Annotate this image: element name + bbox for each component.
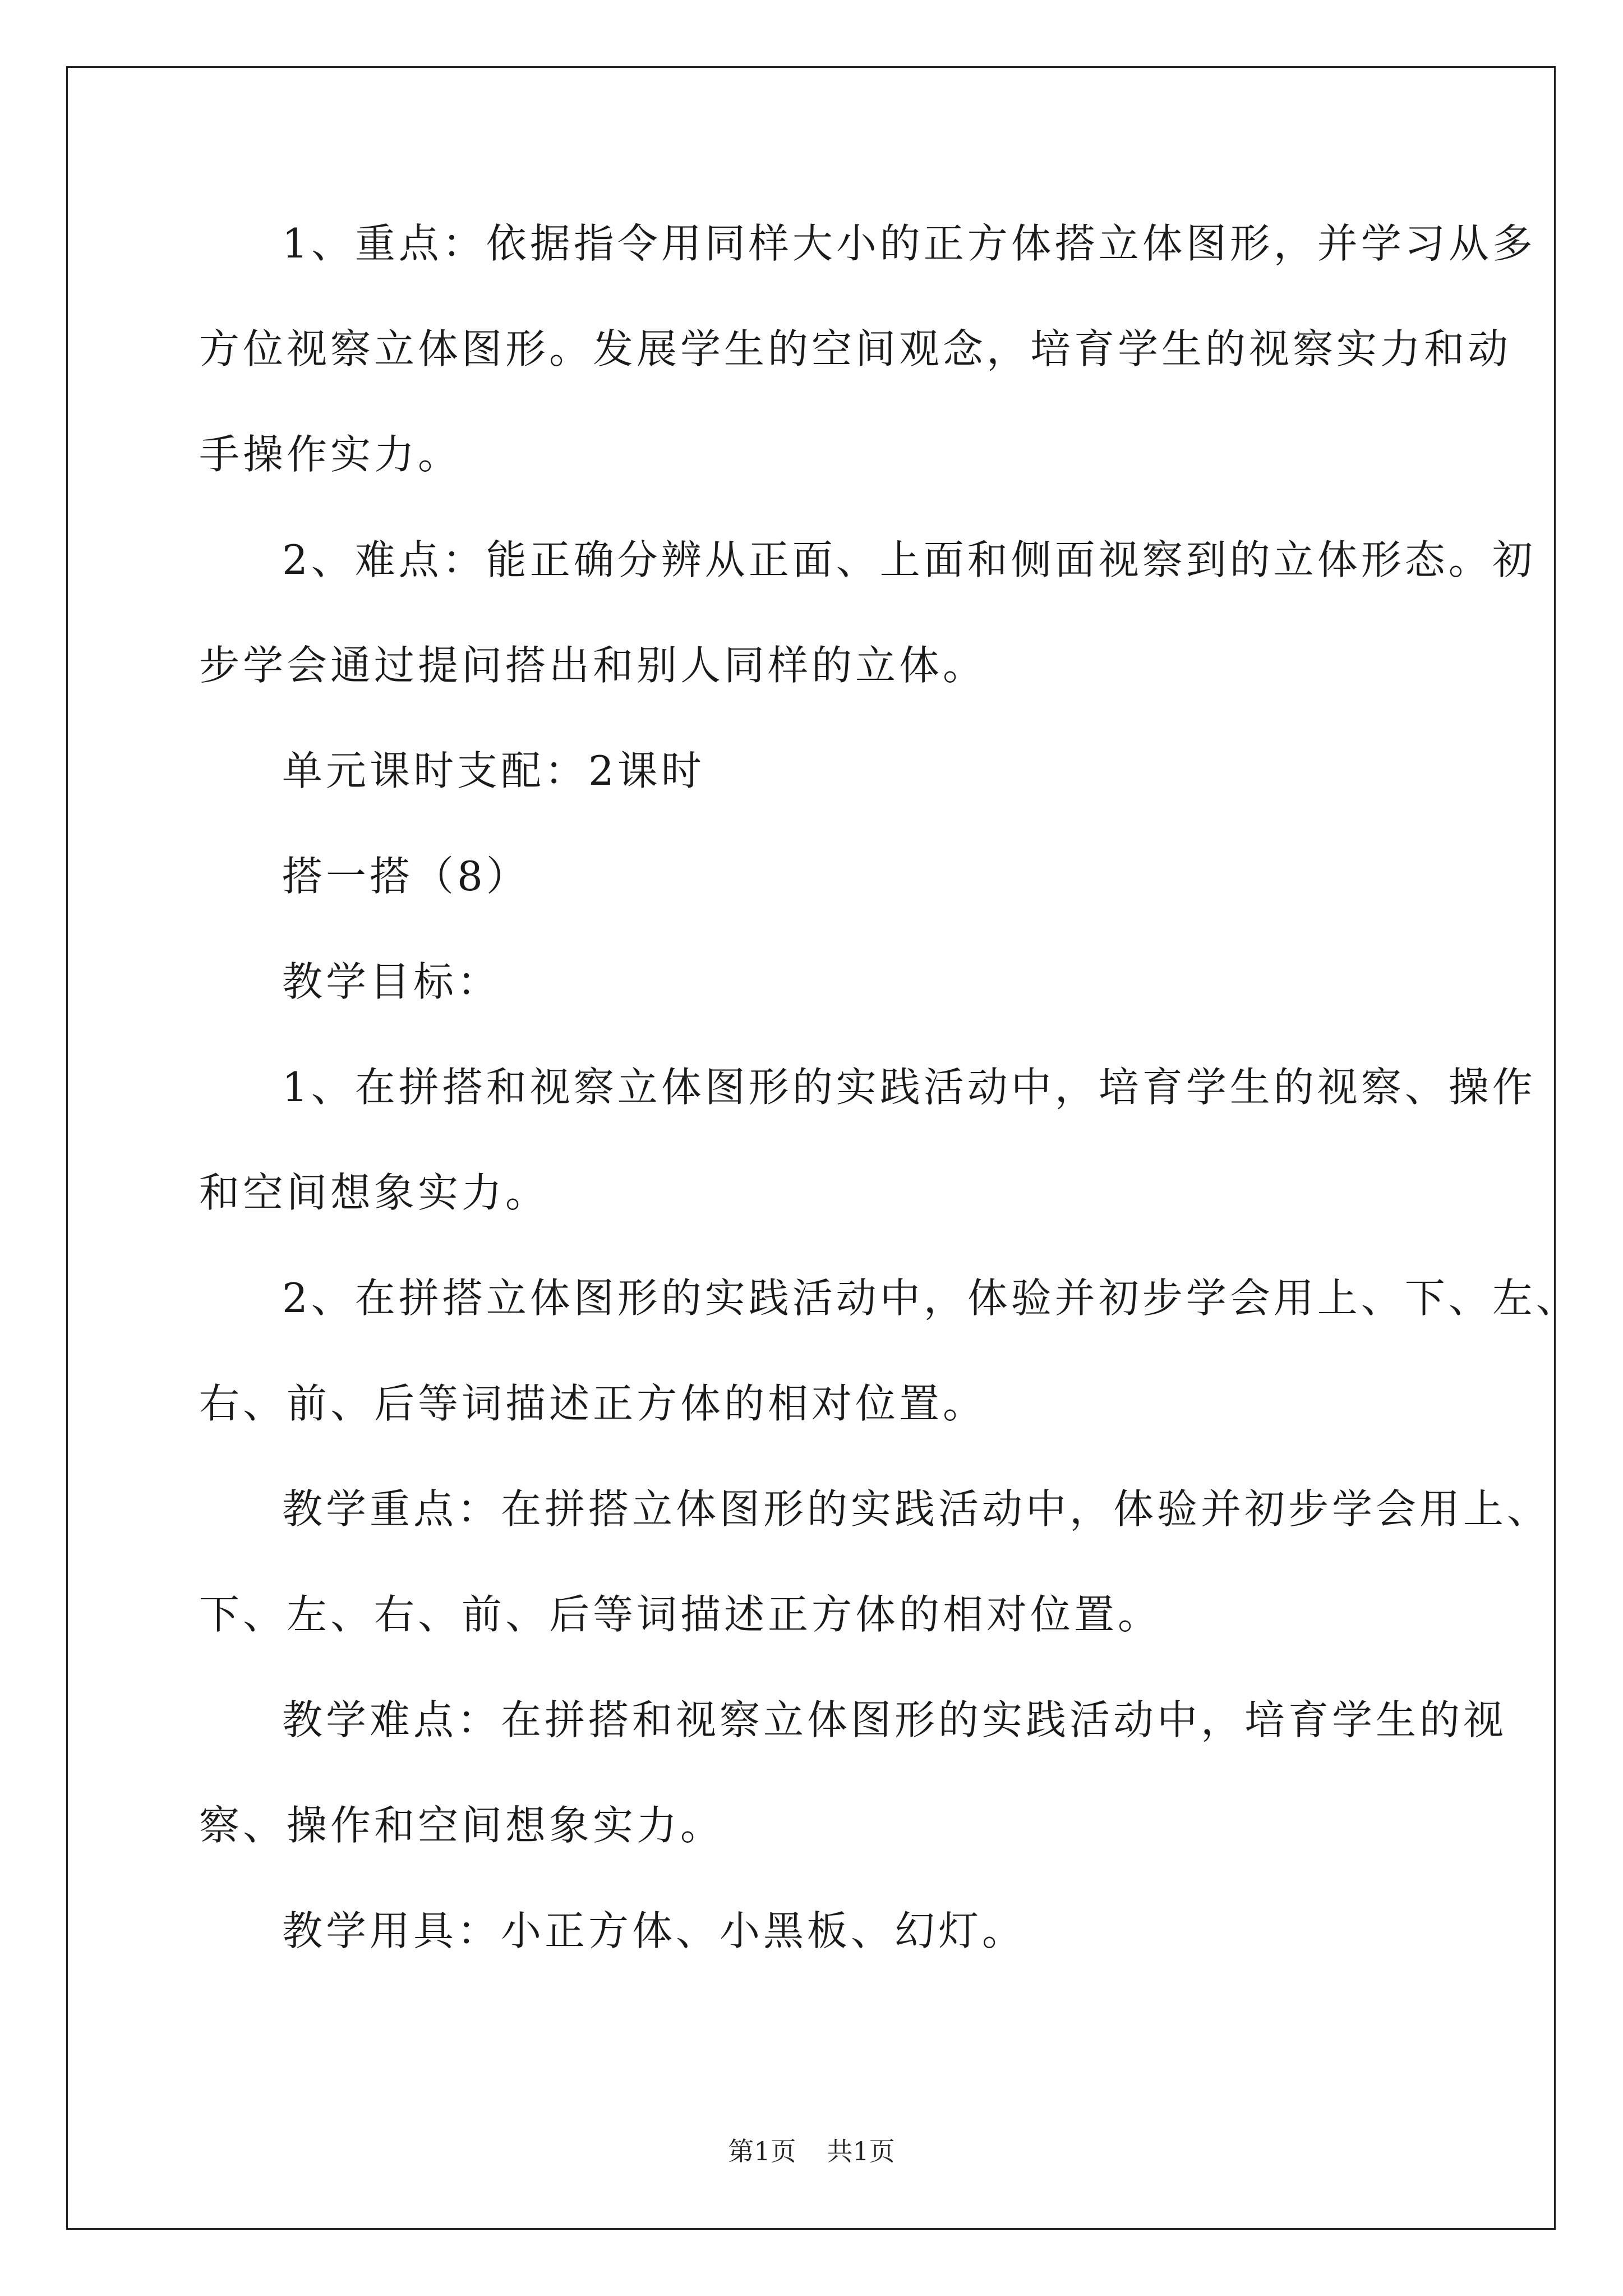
- document-body: [199, 191, 1580, 1984]
- paragraph-line: 1、在拼搭和视察立体图形的实践活动中，培育学生的视察、操作: [282, 1064, 1536, 1111]
- paragraph-line: 方位视察立体图形。发展学生的空间观念，培育学生的视察实力和动: [199, 325, 1512, 372]
- paragraph-line: 教学重点：在拼搭立体图形的实践活动中，体验并初步学会用上、: [282, 1485, 1551, 1533]
- paragraph-line: 手操作实力。: [199, 431, 462, 478]
- paragraph-line: 教学用具：小正方体、小黑板、幻灯。: [282, 1907, 1026, 1954]
- page-total: 共1页: [827, 2136, 895, 2166]
- paragraph-line: 右、前、后等词描述正方体的相对位置。: [199, 1380, 987, 1427]
- paragraph-line: 搭一搭（8）: [282, 853, 530, 900]
- paragraph-line: 1、重点：依据指令用同样大小的正方体搭立体图形，并学习从多: [282, 220, 1536, 267]
- paragraph-line: 2、难点：能正确分辨从正面、上面和侧面视察到的立体形态。初: [282, 536, 1536, 583]
- page-footer: [0, 2134, 1623, 2168]
- paragraph-line: 单元课时支配：2课时: [282, 747, 705, 794]
- paragraph-line: 察、操作和空间想象实力。: [199, 1802, 725, 1849]
- paragraph-line: 2、在拼搭立体图形的实践活动中，体验并初步学会用上、下、左、: [282, 1274, 1580, 1322]
- page-number: 第1页: [728, 2136, 796, 2166]
- paragraph-line: 步学会通过提问搭出和别人同样的立体。: [199, 642, 987, 689]
- paragraph-line: 和空间想象实力。: [199, 1169, 550, 1216]
- paragraph-line: 教学目标：: [282, 958, 501, 1005]
- paragraph-line: 教学难点：在拼搭和视察立体图形的实践活动中，培育学生的视: [282, 1696, 1507, 1743]
- paragraph-line: 下、左、右、前、后等词描述正方体的相对位置。: [199, 1591, 1162, 1638]
